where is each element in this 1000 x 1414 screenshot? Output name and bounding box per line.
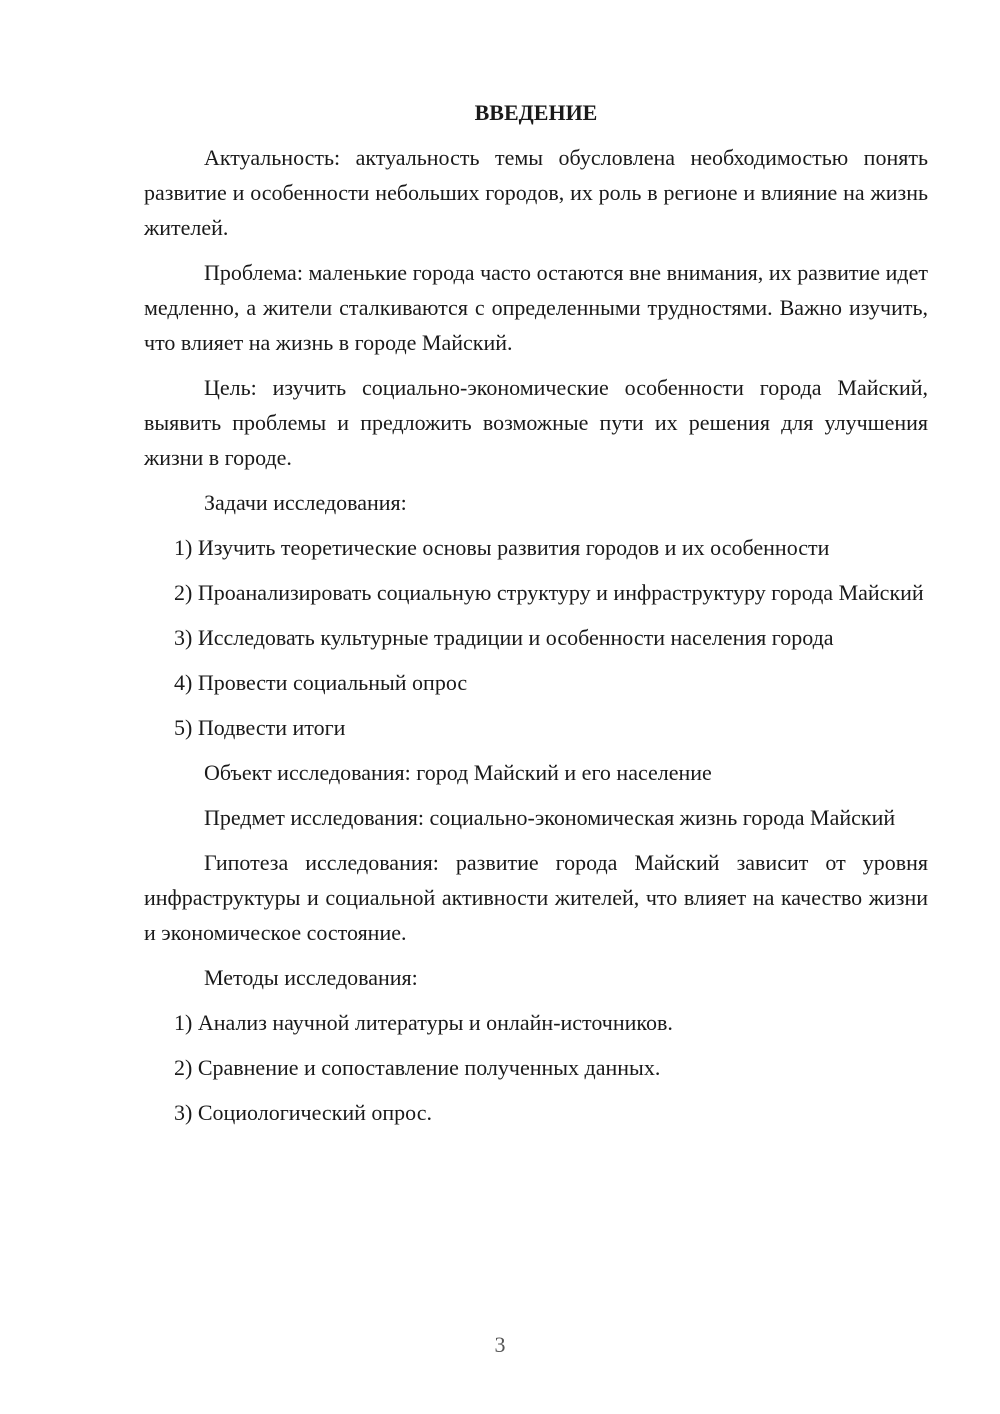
task-item: 5) Подвести итоги bbox=[174, 715, 346, 740]
hypothesis-paragraph: Гипотеза исследования: развитие города Майский зависит от уровня инфраструктуры и социальной активности жителей, что влияет на качество жизни и экономическое состояние. bbox=[144, 850, 928, 945]
subject-paragraph: Предмет исследования: социально-экономическая жизнь города Майский bbox=[204, 805, 896, 830]
relevance-paragraph: Актуальность: актуальность темы обусловлена необходимостью понять развитие и особенности небольших городов, их роль в регионе и влияние на жизнь жителей. bbox=[144, 145, 928, 240]
page-number: 3 bbox=[494, 1332, 506, 1357]
methods-heading: Методы исследования: bbox=[204, 965, 418, 990]
task-item: 1) Изучить теоретические основы развития городов и их особенности bbox=[174, 535, 830, 560]
tasks-heading: Задачи исследования: bbox=[204, 490, 407, 515]
object-paragraph: Объект исследования: город Майский и его население bbox=[204, 760, 712, 785]
problem-paragraph: Проблема: маленькие города часто остаются вне внимания, их развитие идет медленно, а жители сталкиваются с определенными трудностями. Важно изучить, что влияет на жизнь в городе Майский. bbox=[144, 260, 928, 355]
goal-paragraph: Цель: изучить социально-экономические особенности города Майский, выявить проблемы и предложить возможные пути их решения для улучшения жизни в городе. bbox=[144, 375, 928, 470]
document-body bbox=[144, 95, 928, 1140]
task-item: 4) Провести социальный опрос bbox=[174, 670, 468, 695]
method-item: 2) Сравнение и сопоставление полученных данных. bbox=[174, 1055, 661, 1080]
method-item: 1) Анализ научной литературы и онлайн-источников. bbox=[174, 1010, 673, 1035]
task-item: 3) Исследовать культурные традиции и особенности населения города bbox=[174, 625, 834, 650]
section-title: ВВЕДЕНИЕ bbox=[474, 100, 598, 125]
task-item: 2) Проанализировать социальную структуру и инфраструктуру города Майский bbox=[174, 580, 924, 605]
method-item: 3) Социологический опрос. bbox=[174, 1100, 432, 1125]
